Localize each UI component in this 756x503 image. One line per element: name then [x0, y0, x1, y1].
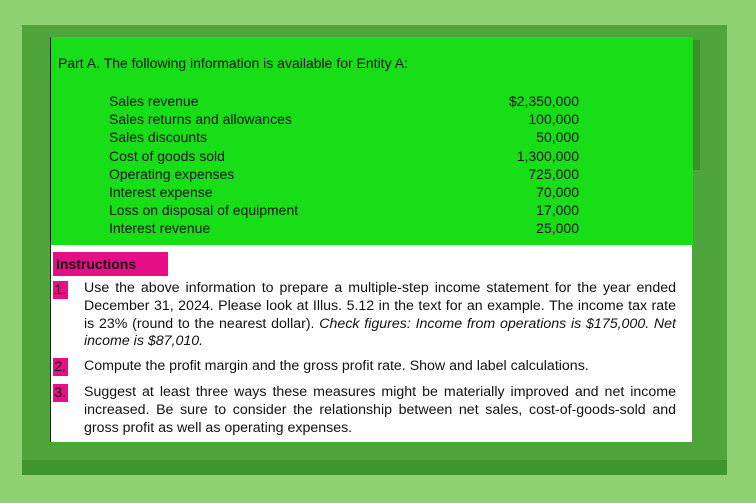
list-number: 3.: [54, 384, 66, 400]
instruction-text: Compute the profit margin and the gross profit rate. Show and label calculations.: [84, 358, 589, 374]
financial-item: [109, 165, 579, 183]
item-amount: 100,000: [528, 111, 579, 128]
item-amount: $2,350,000: [508, 93, 579, 109]
item-label: Sales returns and allowances: [109, 111, 292, 128]
financial-item: [109, 128, 579, 146]
financial-item: [109, 92, 579, 110]
check-figures-text: Check figures: Income from operations is $175,000. Net income is $87,010.: [84, 315, 677, 350]
part-a-section: [50, 37, 693, 245]
instructions-heading-text: Instructions: [56, 256, 137, 272]
item-label: Interest revenue: [109, 220, 211, 237]
item-amount: 1,300,000: [516, 147, 579, 164]
instruction-item-3: [84, 384, 676, 437]
item-amount: 50,000: [536, 129, 579, 146]
item-label: Sales discounts: [109, 129, 208, 146]
instructions-heading: [53, 252, 168, 276]
financial-item: [109, 183, 579, 201]
item-label: Operating expenses: [109, 165, 235, 182]
item-amount: 25,000: [536, 220, 579, 237]
instruction-item-2: [84, 358, 676, 376]
item-label: Sales revenue: [109, 93, 199, 109]
part-a-heading: Part A. The following information is available for Entity A:: [58, 55, 408, 71]
instruction-text: Use the above information to prepare a multiple-step income statement for the year ended December 31, 2024. Please look at Illus. 5.12 in the text for an example. The income tax rate is 23% (round to the nearest dollar).: [84, 280, 676, 332]
list-number: 2.: [54, 358, 66, 374]
item-amount: 70,000: [536, 184, 579, 201]
instruction-item-1: [84, 280, 676, 351]
item-label: Loss on disposal of equipment: [109, 202, 299, 219]
frame-accent: [692, 40, 700, 170]
list-number: 1.: [54, 281, 66, 297]
item-label: Cost of goods sold: [109, 147, 225, 164]
financial-item: [109, 201, 579, 219]
financial-item: [109, 147, 579, 165]
document-page: [50, 37, 692, 442]
page-border: [50, 245, 51, 442]
item-amount: 725,000: [528, 165, 579, 182]
financial-item: [109, 110, 579, 128]
financial-item: [109, 219, 579, 237]
item-amount: 17,000: [536, 202, 579, 219]
instruction-text: Suggest at least three ways these measures might be materially improved and net income increased. Be sure to consider the relationship between net sales, cost-of-goods-sold and gross profit as well as operating expenses.: [84, 384, 676, 436]
item-label: Interest expense: [109, 184, 213, 201]
frame-shadow: [22, 460, 727, 475]
financial-items: [109, 92, 579, 238]
